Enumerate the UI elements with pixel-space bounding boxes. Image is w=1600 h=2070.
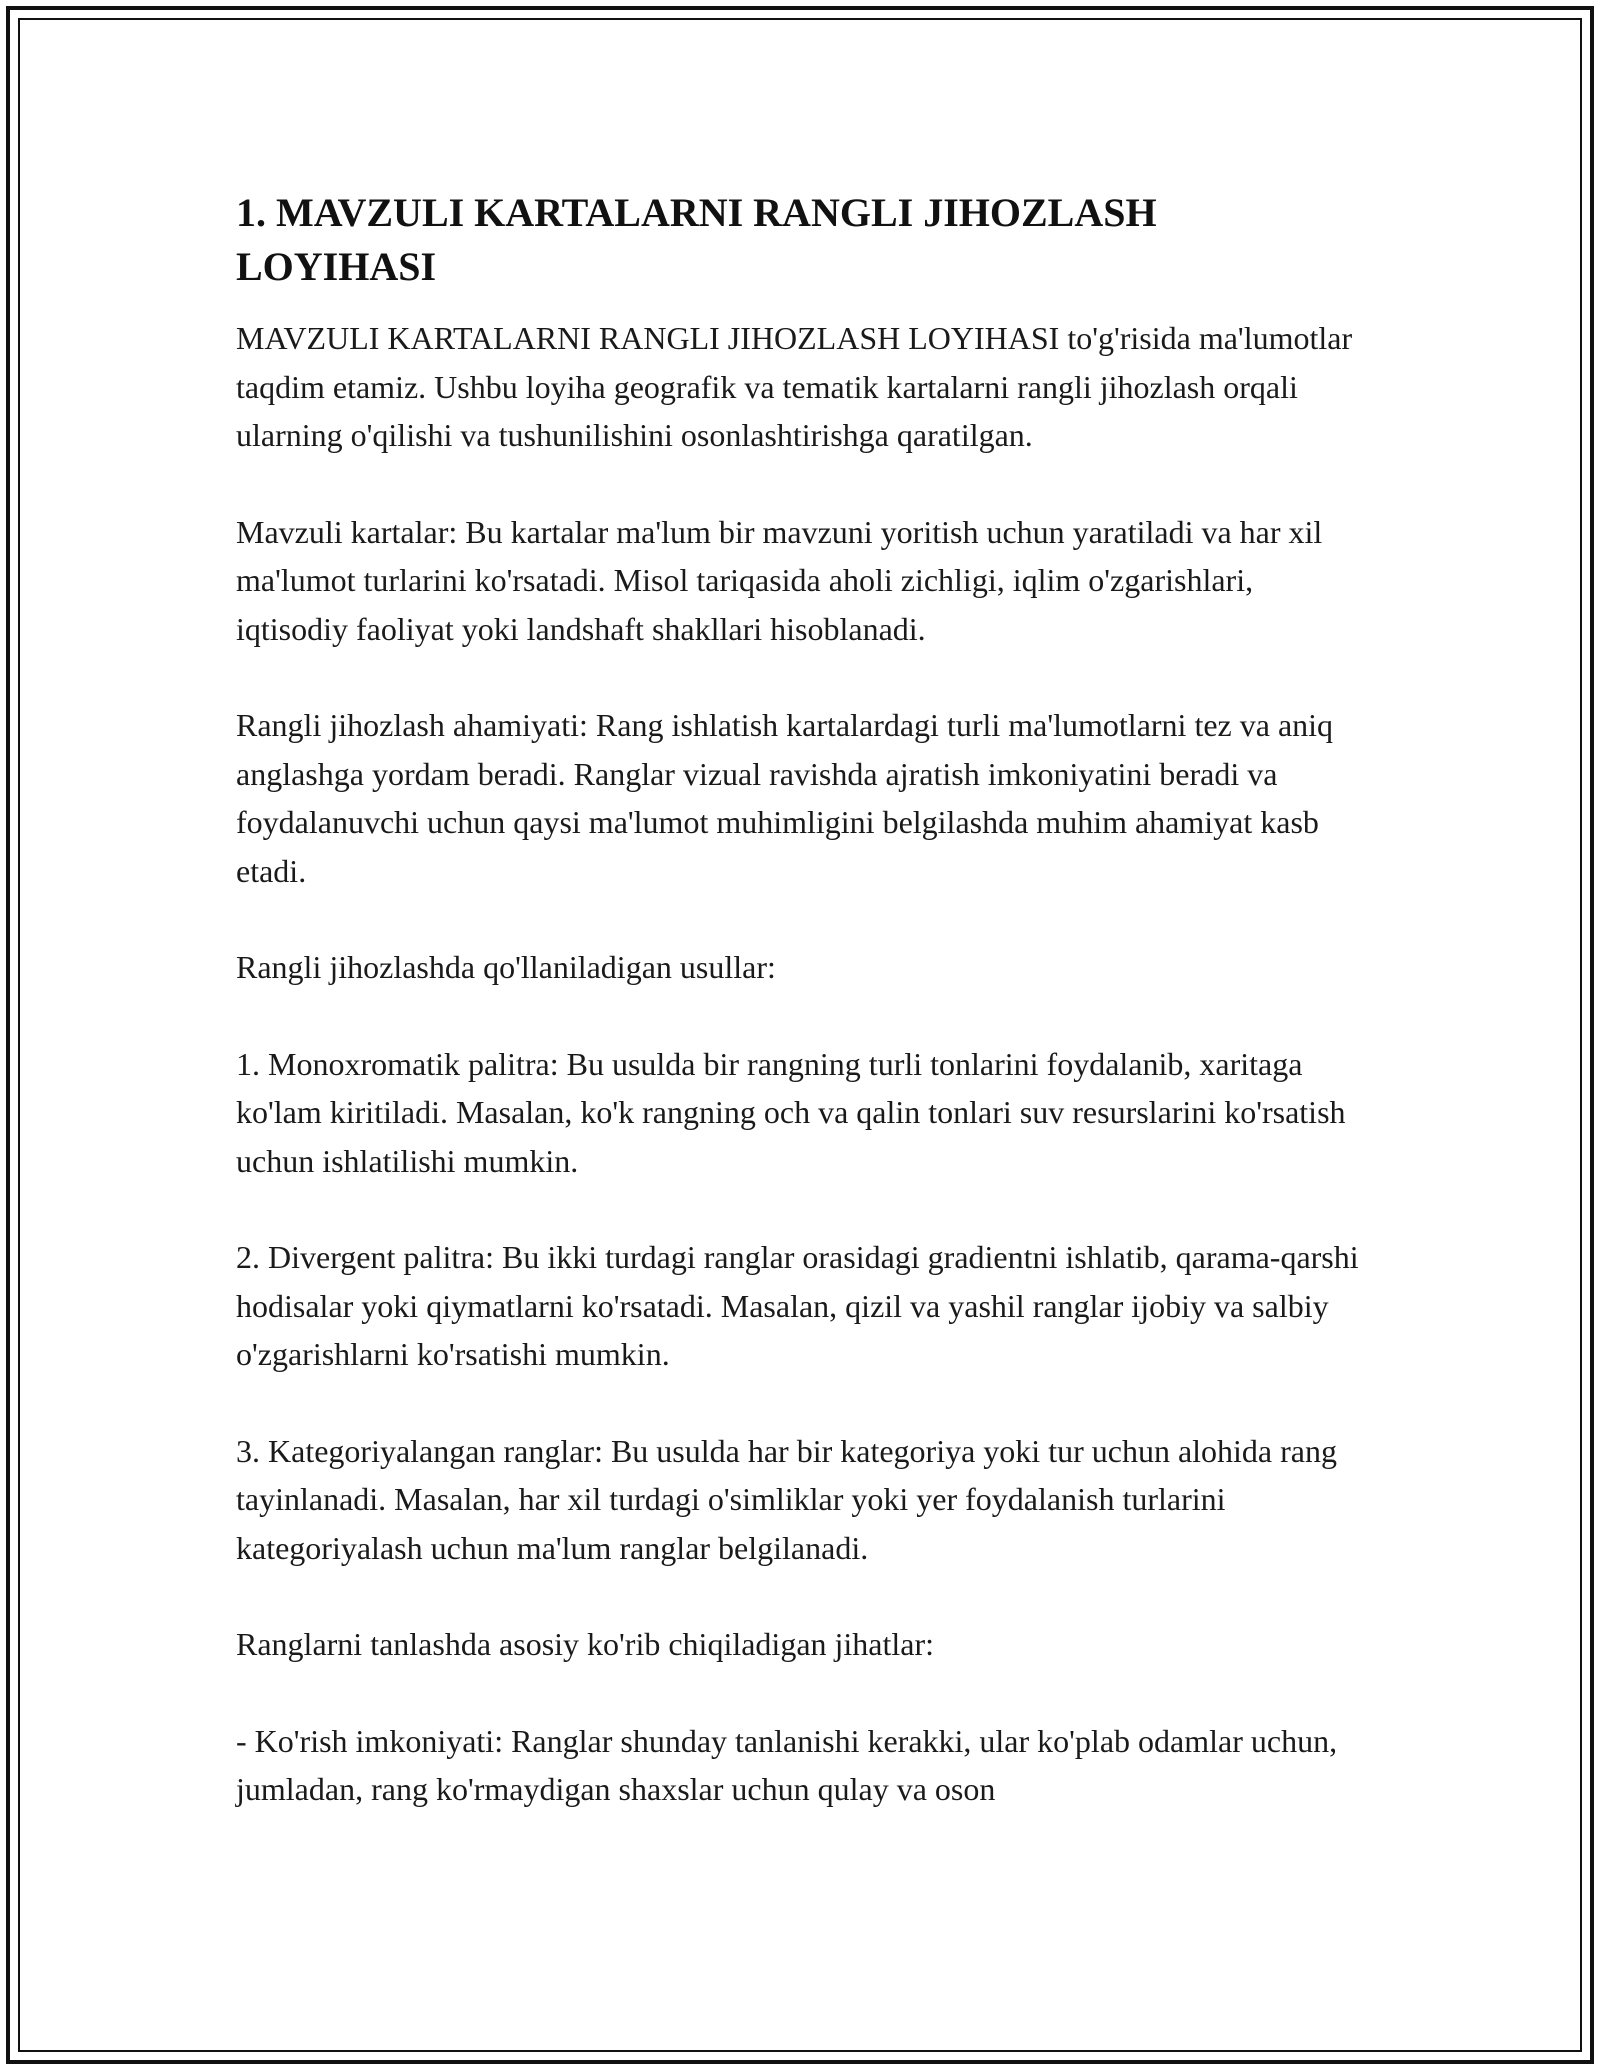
paragraph-method-divergent: 2. Divergent palitra: Bu ikki turdagi ranglar orasidagi gradientni ishlatib, qarama-qarshi hodisalar yoki qiymatlarni ko'rsatadi. Masalan, qizil va yashil ranglar ijobiy va salbiy o'zgarishlarni ko'rsatishi mumkin. — [236, 1239, 1359, 1372]
paragraph-intro: MAVZULI KARTALARNI RANGLI JIHOZLASH LOYIHASI to'g'risida ma'lumotlar taqdim etamiz. Ushbu loyiha geografik va tematik kartalarni rangli jihozlash orqali ularning o'qilishi va tushunilishini osonlashtirishga qaratilgan. — [236, 320, 1353, 453]
document-title: 1. MAVZULI KARTALARNI RANGLI JIHOZLASH LOYIHASI — [236, 190, 1157, 289]
paragraph-criteria-visibility: - Ko'rish imkoniyati: Ranglar shunday tanlanishi kerakki, ular ko'plab odamlar uchun, jumladan, rang ko'rmaydigan shaxslar uchun qulay va oson — [236, 1722, 1338, 1807]
paragraph-criteria-heading: Ranglarni tanlashda asosiy ko'rib chiqiladigan jihatlar: — [236, 1626, 935, 1662]
paragraph-thematic-maps: Mavzuli kartalar: Bu kartalar ma'lum bir mavzuni yoritish uchun yaratiladi va har xil ma'lumot turlarini ko'rsatadi. Misol tariqasida aholi zichligi, iqlim o'zgarishlari, iqtisodiy faoliyat yoki landshaft shakllari hisoblanadi. — [236, 513, 1323, 647]
paragraph-list — [236, 314, 1366, 1814]
document-body — [236, 186, 1366, 1862]
paragraph-color-importance: Rangli jihozlash ahamiyati: Rang ishlatish kartalardagi turli ma'lumotlarni tez va aniq anglashga yordam beradi. Ranglar vizual ravishda ajratish imkoniyatini beradi va foydalanuvchi uchun qaysi ma'lumot muhimligini belgilashda muhim ahamiyat kasb etadi. — [236, 707, 1334, 889]
paragraph-method-monochromatic: 1. Monoxromatik palitra: Bu usulda bir rangning turli tonlarini foydalanib, xaritaga ko'lam kiritiladi. Masalan, ko'k rangning och va qalin tonlari suv resurslarini ko'rsatish uchun ishlatilishi mumkin. — [236, 1045, 1346, 1179]
paragraph-methods-heading: Rangli jihozlashda qo'llaniladigan usullar: — [236, 949, 776, 985]
paragraph-method-categorical: 3. Kategoriyalangan ranglar: Bu usulda har bir kategoriya yoki tur uchun alohida rang tayinlanadi. Masalan, har xil turdagi o'simliklar yoki yer foydalanish turlarini kategoriyalash uchun ma'lum ranglar belgilanadi. — [236, 1432, 1337, 1566]
